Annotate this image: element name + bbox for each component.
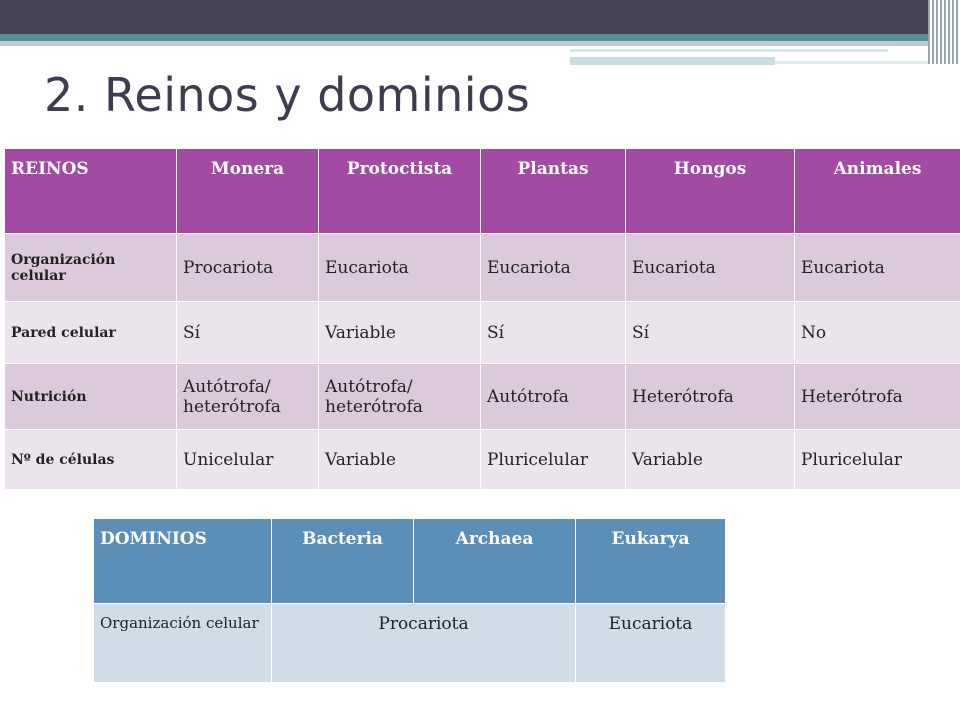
table-cell: Variable — [319, 430, 481, 490]
table-cell: Sí — [177, 302, 319, 364]
table-cell: Eucariota — [576, 604, 726, 683]
table-cell: Pluricelular — [481, 430, 626, 490]
table-cell: Eucariota — [626, 234, 795, 302]
decorative-line — [570, 57, 775, 65]
table-header-row — [94, 519, 726, 604]
table-cell: Sí — [481, 302, 626, 364]
header-cell: Plantas — [481, 149, 626, 234]
table-cell: Unicelular — [177, 430, 319, 490]
table-row — [5, 302, 960, 364]
table-cell: Variable — [319, 302, 481, 364]
header-cell: Hongos — [626, 149, 795, 234]
table-row — [5, 430, 960, 490]
teal-accent-bar — [0, 34, 960, 41]
header-cell: Protoctista — [319, 149, 481, 234]
table-cell-merged: Procariota — [272, 604, 576, 683]
table-row — [5, 364, 960, 430]
table-cell: Autótrofa/ heterótrofa — [177, 364, 319, 430]
header-cell: Bacteria — [272, 519, 414, 604]
table-cell: Sí — [626, 302, 795, 364]
decorative-stripes — [928, 0, 960, 64]
header-cell: Eukarya — [576, 519, 726, 604]
row-header-cell: Nº de células — [5, 430, 177, 490]
header-cell: REINOS — [5, 149, 177, 234]
table-row — [94, 604, 726, 683]
table-cell: Procariota — [177, 234, 319, 302]
header-cell: Archaea — [414, 519, 576, 604]
row-header-cell: Pared celular — [5, 302, 177, 364]
table-cell: Variable — [626, 430, 795, 490]
decorative-line — [570, 49, 888, 52]
table-cell: Eucariota — [319, 234, 481, 302]
table-header-row — [5, 149, 960, 234]
reinos-table — [4, 148, 960, 490]
table-cell: No — [795, 302, 960, 364]
row-header-cell: Organización celular — [5, 234, 177, 302]
table-cell: Heterótrofa — [626, 364, 795, 430]
table-cell: Pluricelular — [795, 430, 960, 490]
header-cell: DOMINIOS — [94, 519, 272, 604]
row-header-cell: Nutrición — [5, 364, 177, 430]
table-cell: Autótrofa/ heterótrofa — [319, 364, 481, 430]
top-decorative-bar — [0, 0, 960, 34]
table-row — [5, 234, 960, 302]
slide-title: 2. Reinos y dominios — [44, 68, 531, 122]
table-cell: Heterótrofa — [795, 364, 960, 430]
table-cell: Eucariota — [795, 234, 960, 302]
table-cell: Eucariota — [481, 234, 626, 302]
header-cell: Monera — [177, 149, 319, 234]
table-cell: Autótrofa — [481, 364, 626, 430]
row-header-cell: Organización celular — [94, 604, 272, 683]
teal-accent-bar-light — [0, 41, 960, 46]
dominios-table — [93, 518, 726, 683]
header-cell: Animales — [795, 149, 960, 234]
